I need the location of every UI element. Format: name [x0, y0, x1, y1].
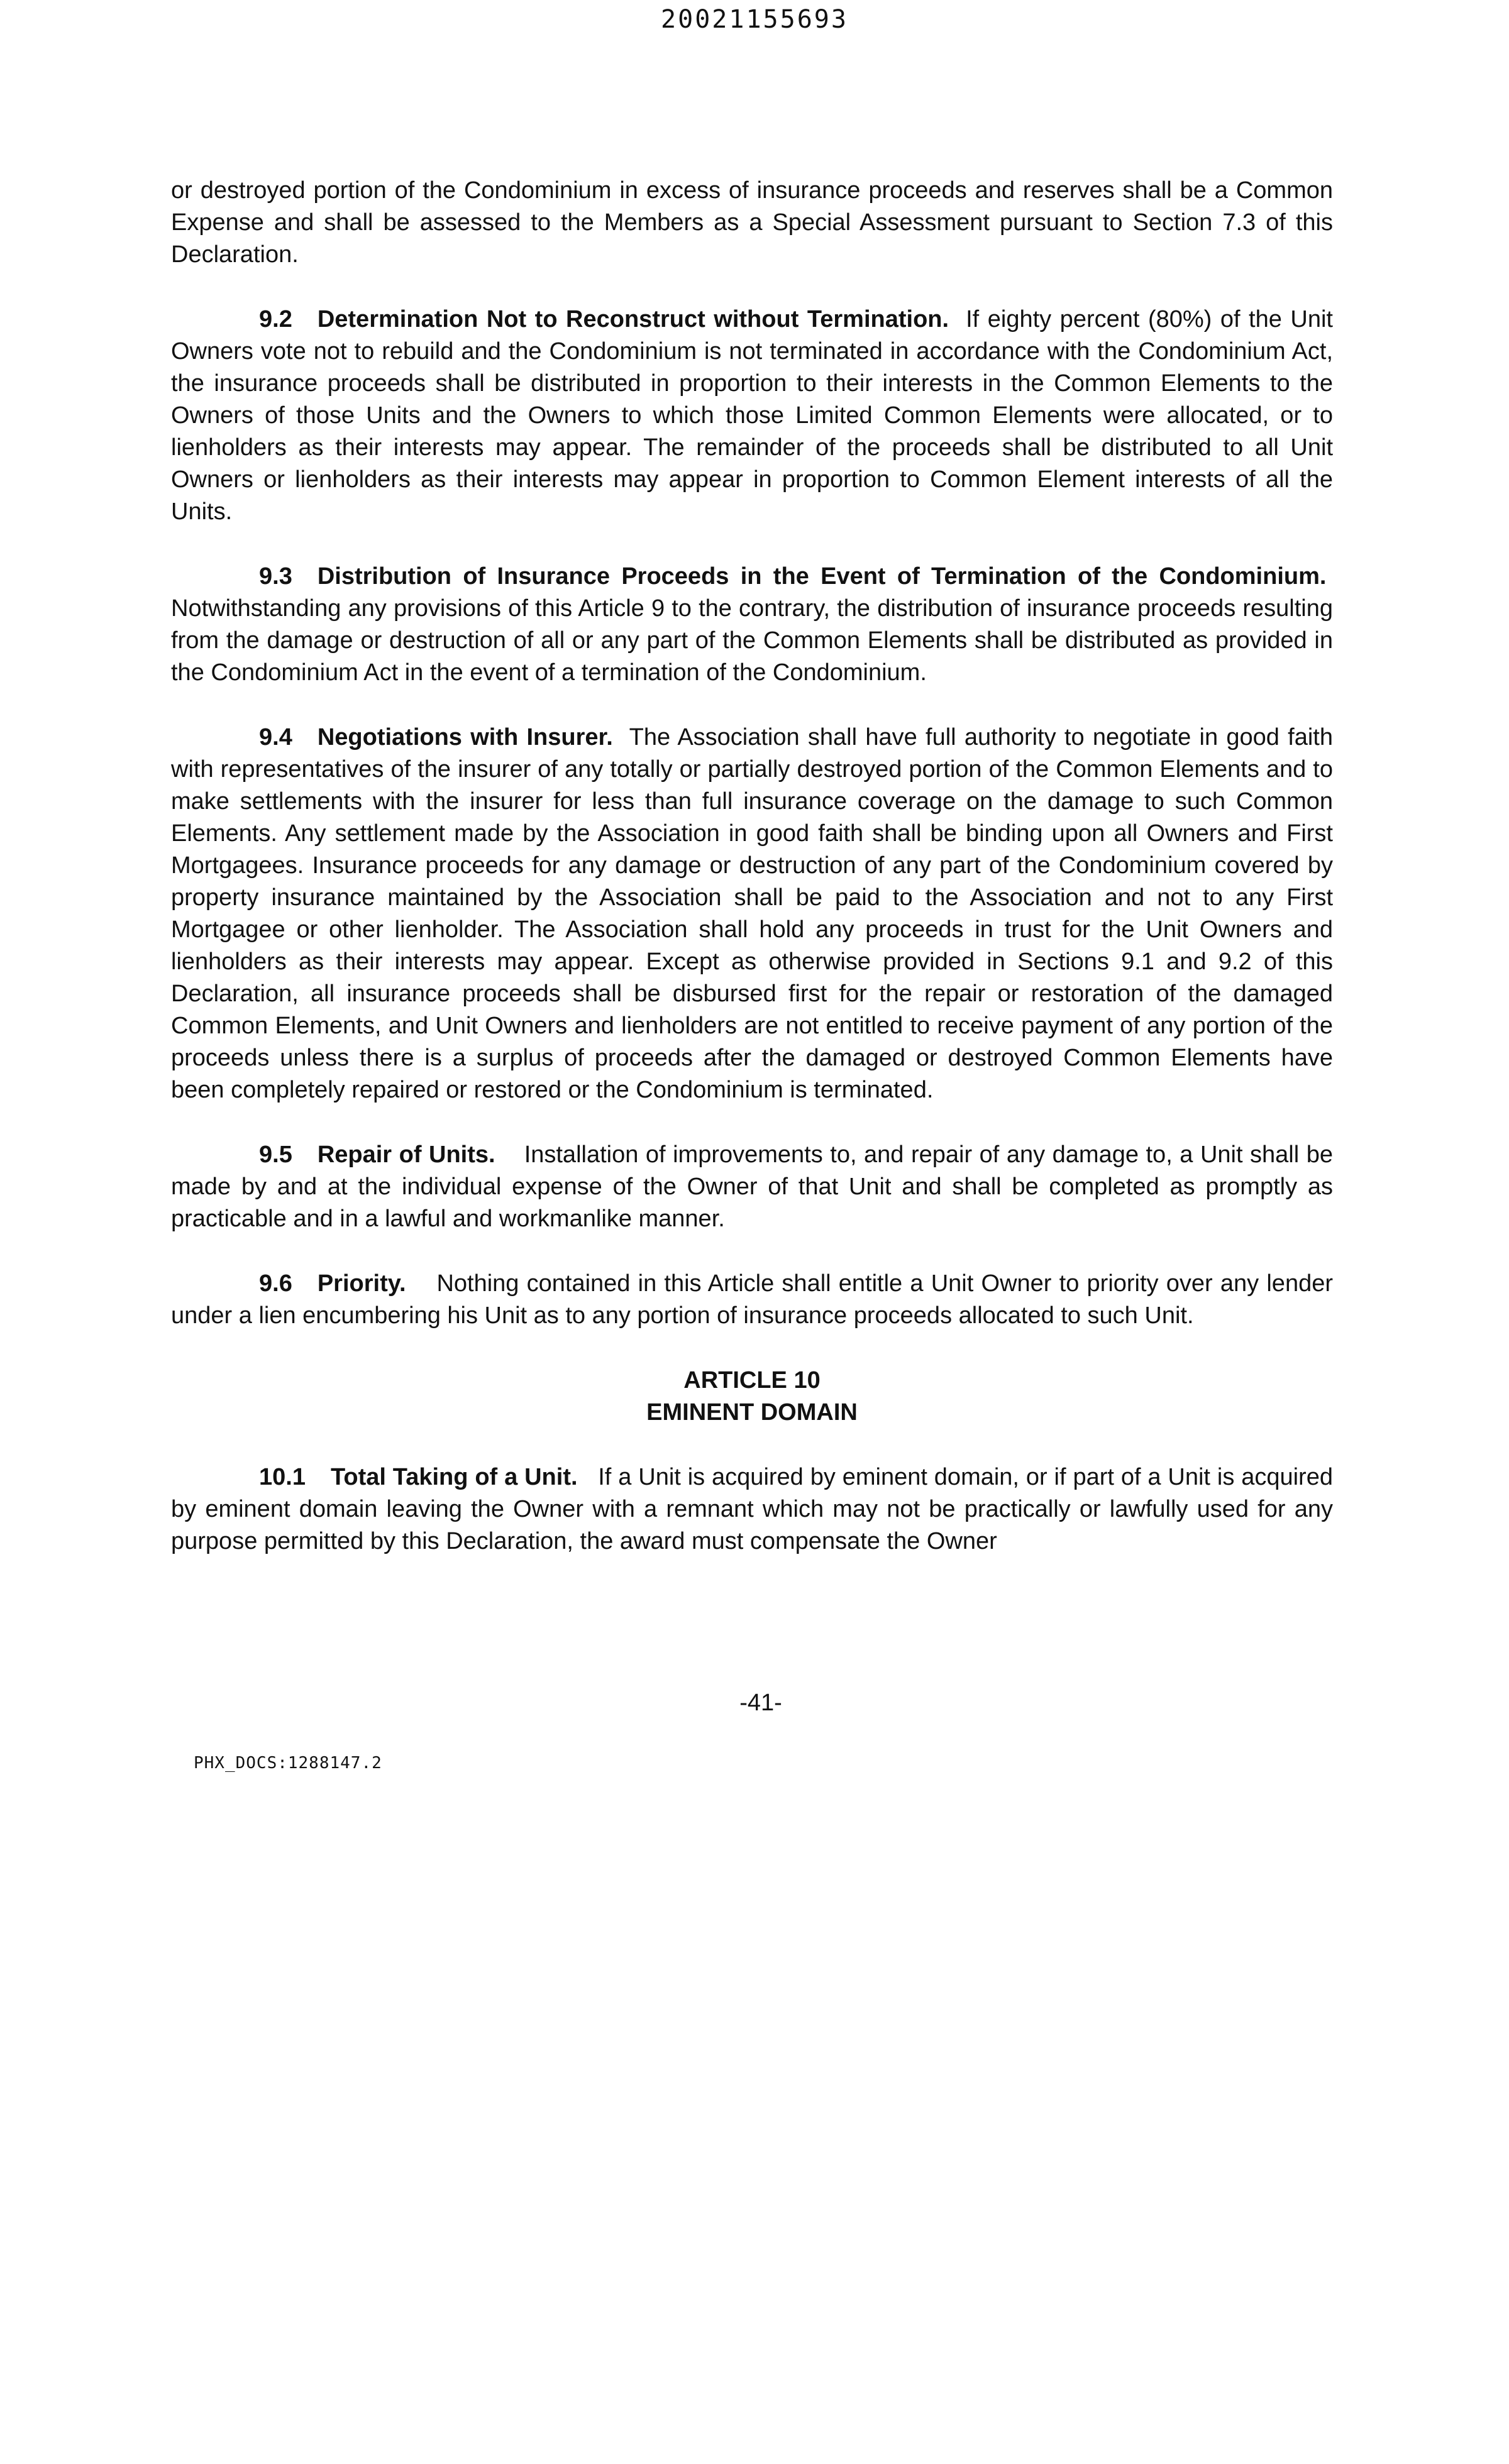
section-9-4 [171, 722, 1333, 1106]
section-title: Total Taking of a Unit. [330, 1464, 578, 1490]
section-text: The Association shall have full authority to negotiate in good faith with representatives of the insurer of any totally or partially destroyed portion of the Common Elements and to make settlements with the insurer for less than full insurance coverage on the damage to such Common Elements. Any settlement made by the Association in good faith shall be binding upon all Owners and First Mortgagees. Insurance proceeds for any damage or destruction of any part of the Condominium covered by property insurance maintained by the Association shall be paid to the Association and not to any First Mortgagee or other lienholder. The Association shall hold any proceeds in trust for the Unit Owners and lienholders as their interests may appear. Except as otherwise provided in Sections 9.1 and 9.2 of this Declaration, all insurance proceeds shall be disbursed first for the repair or restoration of the damaged Common Elements, and Unit Owners and lienholders are not entitled to receive payment of any portion of the proceeds unless there is a surplus of proceeds after the damaged or destroyed Common Elements have been completely repaired or restored or the Condominium is terminated. [171, 724, 1334, 1103]
section-text: Installation of improvements to, and repair of any damage to, a Unit shall be made by and at the individual expense of the Owner of that Unit and shall be completed as promptly as practicable and in a lawful and workmanlike manner. [171, 1141, 1333, 1232]
section-number: 9.6 [259, 1270, 292, 1297]
section-title: Determination Not to Reconstruct without Termination. [317, 306, 949, 333]
section-number: 10.1 [259, 1464, 306, 1490]
footer-document-code: PHX_DOCS:1288147.2 [194, 1754, 382, 1773]
section-text: If a Unit is acquired by eminent domain, or if part of a Unit is acquired by eminent domain leaving the Owner with a remnant which may not be practically or lawfully used for any purpose permitted by this Declaration, the award must compensate the Owner [171, 1464, 1333, 1554]
section-number: 9.2 [259, 306, 292, 333]
page-number: -41- [739, 1690, 782, 1716]
section-title: Priority. [317, 1270, 406, 1297]
section-9-5 [171, 1139, 1333, 1235]
section-title: Negotiations with Insurer. [317, 724, 613, 751]
section-number: 9.3 [259, 563, 292, 590]
section-10-1 [171, 1461, 1333, 1558]
paragraph-continuation: or destroyed portion of the Condominium in excess of insurance proceeds and reserves shall be a Common Expense and shall be assessed to the Members as a Special Assessment pursuant to Section 7.3 of this Declaration. [171, 177, 1333, 268]
section-9-6 [171, 1268, 1333, 1332]
document-body [171, 175, 1333, 1590]
section-number: 9.4 [259, 724, 292, 751]
article-title: EMINENT DOMAIN [646, 1399, 858, 1426]
section-title: Repair of Units. [317, 1141, 495, 1168]
section-text: Notwithstanding any provisions of this Article 9 to the contrary, the distribution of insurance proceeds resulting from the damage or destruction of all or any part of the Common Elements shall be distributed as provided in the Condominium Act in the event of a termination of the Condominium. [171, 595, 1333, 686]
article-number: ARTICLE 10 [683, 1367, 821, 1394]
article-heading [171, 1365, 1333, 1429]
section-number: 9.5 [259, 1141, 292, 1168]
section-title: Distribution of Insurance Proceeds in the Event of Termination of the Condominium. [317, 563, 1327, 590]
section-9-3 [171, 561, 1333, 689]
section-9-2 [171, 304, 1333, 528]
document-number: 20021155693 [661, 5, 848, 34]
section-text: If eighty percent (80%) of the Unit Owners vote not to rebuild and the Condominium is not terminated in accordance with the Condominium Act, the insurance proceeds shall be distributed in proportion to their interests in the Common Elements to the Owners of those Units and the Owners to which those Limited Common Elements were allocated, or to lienholders as their interests may appear. The remainder of the proceeds shall be distributed to all Unit Owners or lienholders as their interests may appear in proportion to Common Element interests of all the Units. [171, 306, 1333, 525]
section-text: Nothing contained in this Article shall entitle a Unit Owner to priority over any lender under a lien encumbering his Unit as to any portion of insurance proceeds allocated to such Unit. [171, 1270, 1333, 1329]
